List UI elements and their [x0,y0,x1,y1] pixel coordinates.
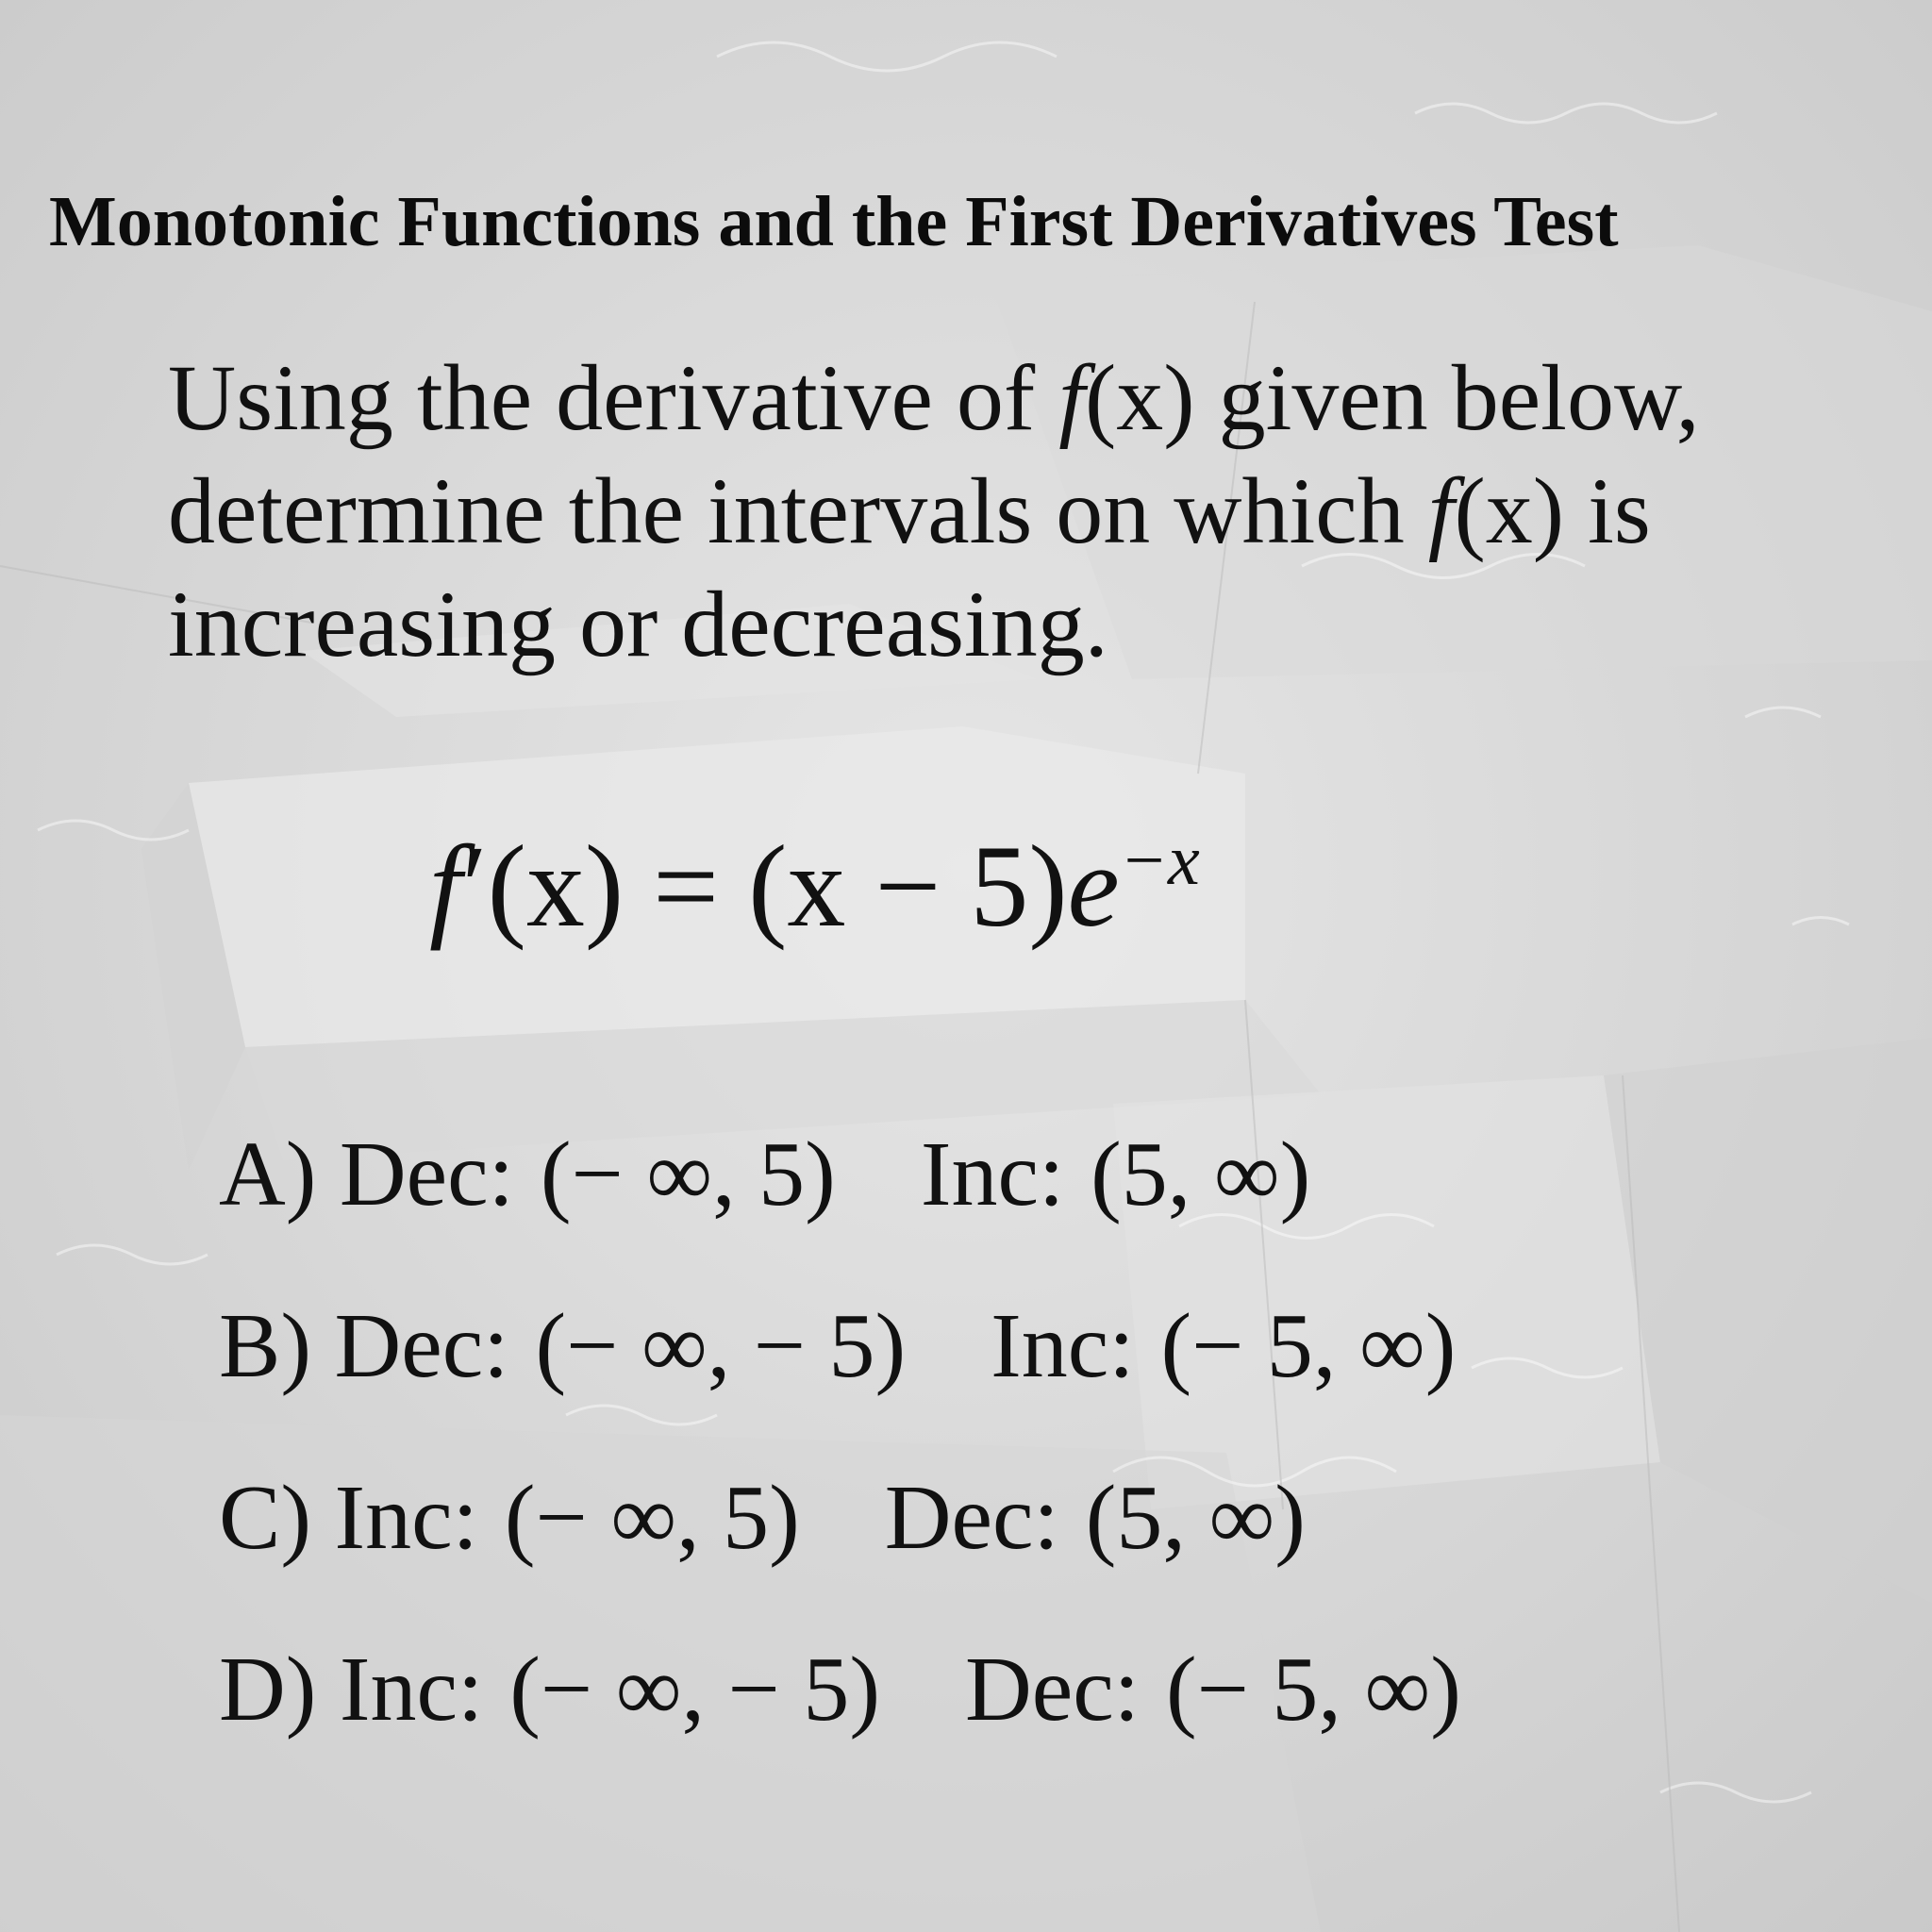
option-second-interval: (− 5, ∞) [1165,1639,1461,1740]
option-label: D) Inc: [219,1639,484,1740]
option-second-label: Inc: [991,1295,1135,1397]
prompt-text: Using the derivative of [168,345,1059,450]
option-a[interactable] [219,1123,1310,1226]
formula-factor: (x − 5) [748,822,1068,951]
option-label: B) Dec: [219,1295,509,1397]
option-second-label: Dec: [884,1467,1059,1569]
prompt-text: is [1564,458,1651,563]
option-first-interval: (− ∞, 5) [540,1124,836,1225]
option-second-label: Inc: [920,1124,1065,1225]
formula-exponent: −x [1119,821,1200,900]
option-c[interactable] [219,1466,1306,1570]
formula-exp-base: e [1067,822,1120,951]
option-second-interval: (5, ∞) [1085,1467,1306,1569]
option-label: A) Dec: [219,1124,514,1225]
prompt-text: given below, [1194,345,1700,450]
formula-equals: = [624,822,749,951]
prompt-text: determine the intervals on which [168,458,1428,563]
function-argument: (x) [1454,458,1565,563]
option-first-interval: (− ∞, − 5) [509,1639,880,1740]
formula-function: f [429,822,462,951]
page-title: Monotonic Functions and the First Derivatives Test [49,182,1619,261]
option-second-interval: (− 5, ∞) [1160,1295,1457,1397]
prompt-line-2 [168,455,1866,568]
function-name: f [1427,458,1455,563]
prompt-line-1 [168,341,1866,455]
formula-argument: (x) [487,822,625,951]
derivative-formula [429,821,1200,953]
option-label: C) Inc: [219,1467,478,1569]
option-second-label: Dec: [964,1639,1140,1740]
function-argument: (x) [1085,345,1195,450]
option-d[interactable] [219,1638,1461,1741]
option-first-interval: (− ∞, − 5) [535,1295,907,1397]
option-second-interval: (5, ∞) [1091,1124,1311,1225]
formula-prime: ′ [461,822,488,951]
question-prompt [168,341,1866,681]
function-name: f [1058,345,1085,450]
prompt-line-3: increasing or decreasing. [168,572,1108,676]
option-b[interactable] [219,1294,1456,1398]
option-first-interval: (− ∞, 5) [504,1467,800,1569]
